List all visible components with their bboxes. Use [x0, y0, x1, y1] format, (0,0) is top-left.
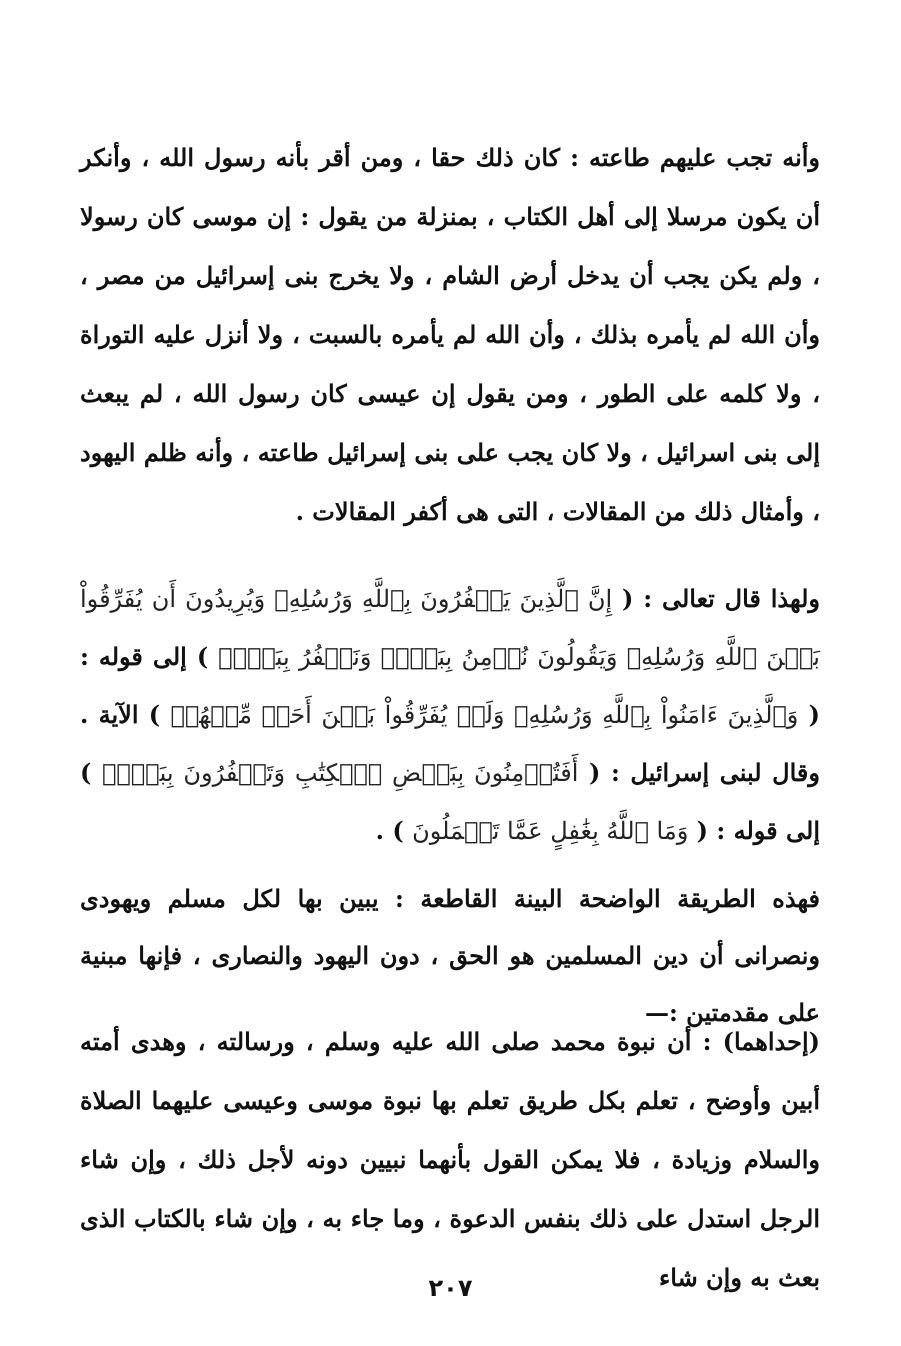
paragraph-2-connector-2: ) الآية . وقال لبنى إسرائيل : ( [80, 700, 820, 787]
page-number: ٢٠٧ [428, 1274, 473, 1302]
quran-verse-4: وَمَا ٱللَّهُ بِغَٰفِلٍ عَمَّا تَعۡمَلُونَ [412, 817, 689, 845]
quran-verse-3: أَفَتُؤۡمِنُونَ بِبَعۡضِ ٱلۡكِتَٰبِ وَتَكۡفُرُونَ بِبَعۡضٖ [101, 759, 579, 787]
quran-verse-1: إِنَّ ٱلَّذِينَ يَكۡفُرُونَ بِٱللَّهِ وَرُسُلِهِۦ وَيُرِيدُونَ أَن يُفَرِّقُواْ بَيۡنَ ٱللَّهِ وَرُسُلِهِۦ وَيَقُولُونَ نُؤۡمِنُ بِبَعۡضٖ وَنَكۡفُرُ بِبَعۡضٖ [80, 585, 820, 671]
paragraph-1: وأنه تجب عليهم طاعته : كان ذلك حقا ، ومن أقر بأنه رسول الله ، وأنكر أن يكون مرسلا إلى أهل الكتاب ، بمنزلة من يقول : إن موسى كان رسولا ، ولم يكن يجب أن يدخل أرض الشام ، ولا يخرج بنى إسرائيل من مصر ، وأن الله لم يأمره بذلك ، وأن الله لم يأمره بالسبت ، ولا أنزل عليه التوراة ، ولا كلمه على الطور ، ومن يقول إن عيسى كان رسول الله ، لم يبعث إلى بنى اسرائيل ، ولا كان يجب على بنى إسرائيل طاعته ، وأنه ظلم اليهود ، وأمثال ذلك من المقالات ، التى هى أكفر المقالات . [80, 143, 820, 526]
paragraph-4: (إحداهما) : أن نبوة محمد صلى الله عليه وسلم ، ورسالته ، وهدى أمته أبين وأوضح ، تعلم بكل طريق تعلم بها نبوة موسى وعيسى عليهما الصلاة والسلام وزيادة ، فلا يمكن القول بأنهما نبيين دونه لأجل ذلك ، وإن شاء الرجل استدل على ذلك بنفس الدعوة ، وما جاء به ، وإن شاء بالكتاب الذى بعث به وإن شاء [80, 1027, 821, 1292]
paragraph-2-connector-1: ) إلى قوله : ( [80, 642, 821, 729]
paragraph-2-outro: ) . [375, 816, 404, 845]
quran-verse-2: وَٱلَّذِينَ ءَامَنُواْ بِٱللَّهِ وَرُسُلِهِۦ وَلَمۡ يُفَرِّقُواْ بَيۡنَ أَحَدٖ مِّنۡهُمۡ [170, 701, 799, 729]
paragraph-3: فهذه الطريقة الواضحة البينة القاطعة : يبين بها لكل مسلم ويهودى ونصرانى أن دين المسلمين هو الحق ، دون اليهود والنصارى ، فإنها مبنية على مقدمتين :— [80, 884, 820, 1027]
paragraph-2-quran-citation [80, 570, 820, 860]
paragraph-2-connector-3: ) إلى قوله : ( [80, 758, 820, 845]
paragraph-2-intro: ولهذا قال تعالى : ( [622, 584, 820, 613]
